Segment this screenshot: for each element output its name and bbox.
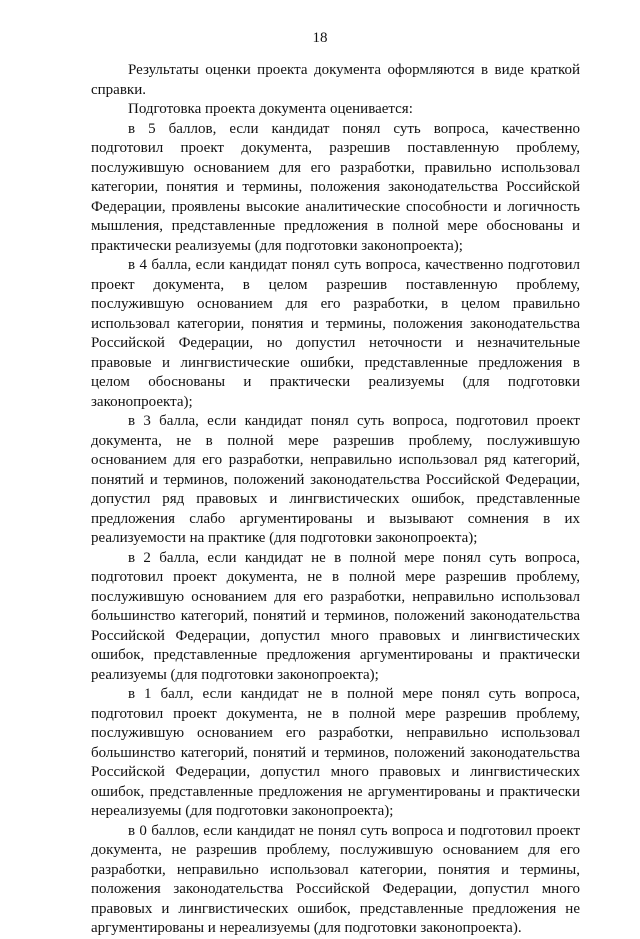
paragraph-score-5: в 5 баллов, если кандидат понял суть вопроса, качественно подготовил проект документа, разрешив поставленную проблему, послужившую основанием для его разработки, правильно использовал категории, понятия и термины, положения законодательства Российской Федерации, проявлены высокие аналитические способности и логичность мышления, представленные предложения в полной мере обоснованы и практически реализуемы (для подготовки законопроекта); [91,120,580,254]
document-body [91,61,580,939]
paragraph-score-2: в 2 балла, если кандидат не в полной мере понял суть вопроса, подготовил проект документа, не в полной мере разрешив проблему, послужившую основанием для его разработки, неправильно использовал большинство категорий, понятий и терминов, положений законодательства Российской Федерации, допустил много правовых и лингвистических ошибок, представленные предложения аргументированы и практически реализуемы (для подготовки законопроекта); [91,549,580,683]
paragraph-score-0: в 0 баллов, если кандидат не понял суть вопроса и подготовил проект документа, не разрешив проблему, послужившую основанием для его разработки, неправильно использовал категории, понятия и термины, положения законодательства Российской Федерации, допустил много правовых и лингвистических ошибок, представленные предложения не аргументированы и нереализуемы (для подготовки законопроекта). [91,822,580,936]
paragraph-score-4: в 4 балла, если кандидат понял суть вопроса, качественно подготовил проект документа, в целом разрешив поставленную проблему, послужившую основанием для его разработки, в целом правильно использовал категории, понятия и термины, положения законодательства Российской Федерации, но допустил неточности и незначительные правовые и лингвистические ошибки, представленные предложения в целом обоснованы и практически реализуемы (для подготовки законопроекта); [91,257,580,410]
paragraph-intro: Результаты оценки проекта документа оформляются в виде краткой справки. [91,62,580,98]
paragraph-assessment-heading: Подготовка проекта документа оценивается: [128,101,413,117]
page-number: 18 [312,30,328,46]
paragraph-score-3: в 3 балла, если кандидат понял суть вопроса, подготовил проект документа, не в полной мере разрешив проблему, послужившую основанием для его разработки, неправильно использовал ряд категорий, понятий и терминов, положений законодательства Российской Федерации, допустил ряд правовых и лингвистических ошибок, представленные предложения слабо аргументированы и вызывают сомнения в их реализуемости на практике (для подготовки законопроекта); [91,413,580,546]
paragraph-score-1: в 1 балл, если кандидат не в полной мере понял суть вопроса, подготовил проект документа, не в полной мере разрешив проблему, послужившую основанием его разработки, неправильно использовал большинство категорий, понятий и терминов, положений законодательства Российской Федерации, допустил много правовых и лингвистических ошибок, представленные предложения не аргументированы и практически нереализуемы (для подготовки законопроекта); [91,686,580,819]
